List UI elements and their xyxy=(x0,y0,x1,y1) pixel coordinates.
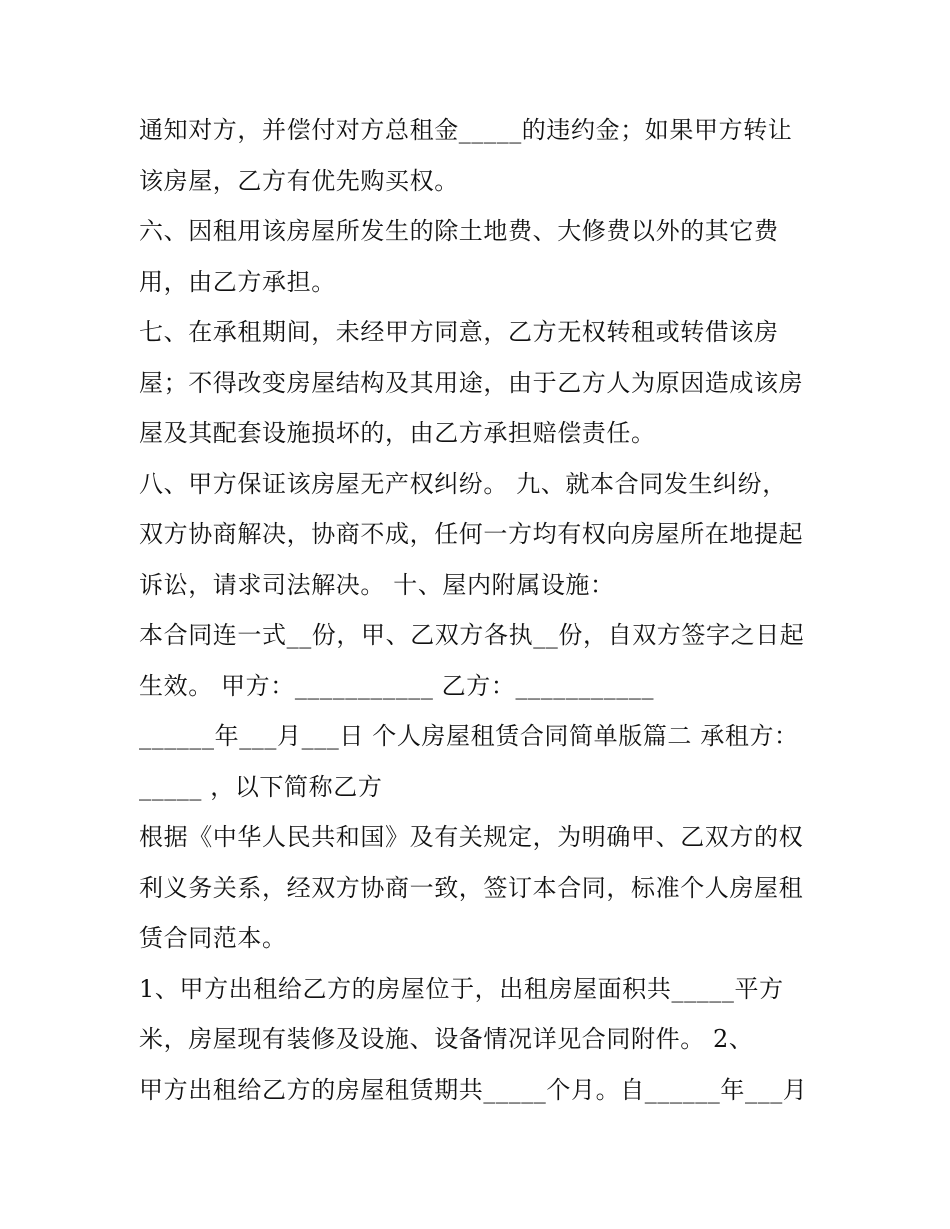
text-line: 用，由乙方承担。 xyxy=(139,268,336,296)
text-line: 利义务关系，经双方协商一致，签订本合同，标准个人房屋租 xyxy=(139,874,804,902)
text-line: 七、在承租期间，未经甲方同意，乙方无权转租或转借该房 xyxy=(139,318,779,346)
text-line: 1、甲方出租给乙方的房屋位于，出租房屋面积共_____平方 xyxy=(139,975,784,1003)
text-line: 本合同连一式__份，甲、乙双方各执__份，自双方签字之日起 xyxy=(139,621,805,649)
text-line: 生效。 甲方：___________ 乙方：___________ xyxy=(139,672,655,700)
text-line: 八、甲方保证该房屋无产权纠纷。 九、就本合同发生纠纷， xyxy=(139,470,787,498)
text-line: _____ ，以下简称乙方 xyxy=(139,773,383,801)
text-line: 赁合同范本。 xyxy=(139,924,287,952)
text-line: 屋及其配套设施损坏的，由乙方承担赔偿责任。 xyxy=(139,419,656,447)
text-line: 双方协商解决，协商不成，任何一方均有权向房屋所在地提起 xyxy=(139,520,804,548)
text-line: 甲方出租给乙方的房屋租赁期共_____个月。自______年___月 xyxy=(139,1076,808,1104)
text-line: 诉讼，请求司法解决。 十、屋内附属设施： xyxy=(139,571,615,599)
text-line: ______年___月___日 个人房屋租赁合同简单版篇二 承租方： xyxy=(139,722,799,750)
text-line: 屋；不得改变房屋结构及其用途，由于乙方人为原因造成该房 xyxy=(139,369,804,397)
text-line: 米，房屋现有装修及设施、设备情况详见合同附件。 2、 xyxy=(139,1025,754,1053)
text-line: 根据《中华人民共和国》及有关规定，为明确甲、乙双方的权 xyxy=(139,823,804,851)
text-line: 该房屋，乙方有优先购买权。 xyxy=(139,167,459,195)
text-line: 通知对方，并偿付对方总租金_____的违约金；如果甲方转让 xyxy=(139,116,793,144)
text-line: 六、因租用该房屋所发生的除土地费、大修费以外的其它费 xyxy=(139,217,779,245)
